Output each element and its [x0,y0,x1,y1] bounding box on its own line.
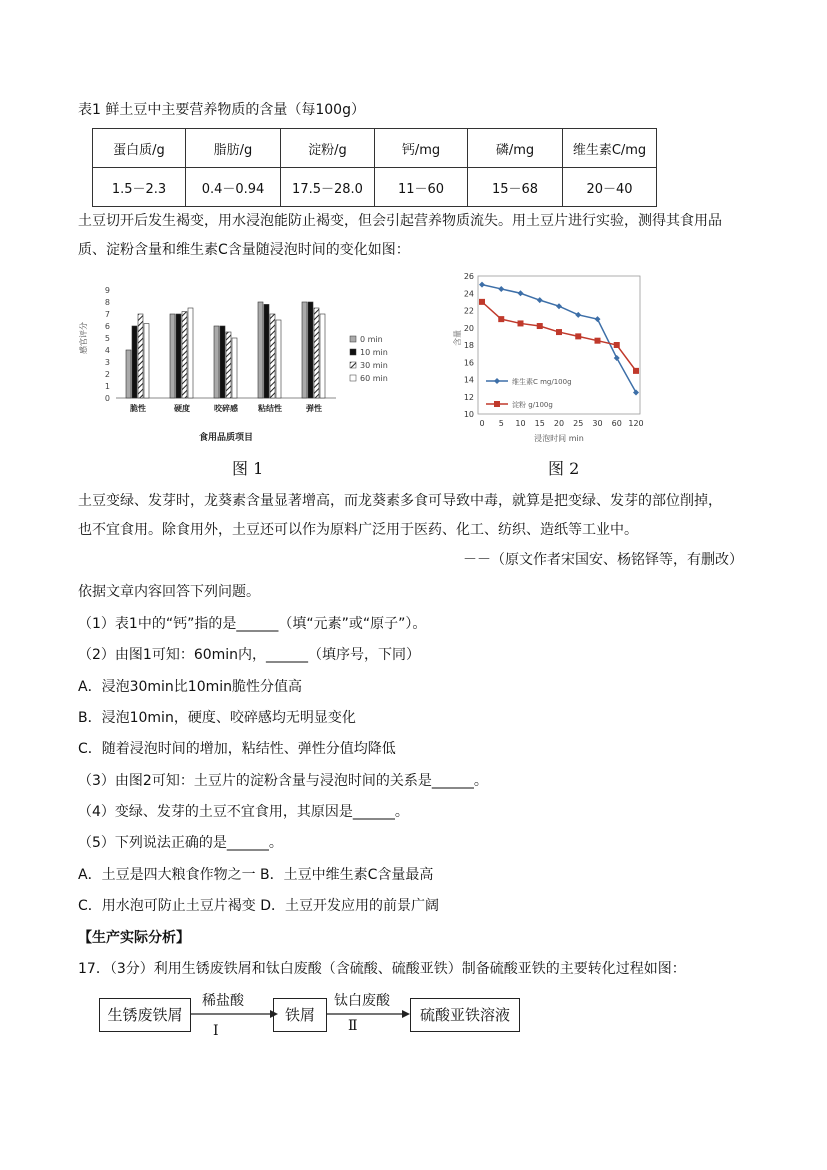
y-tick-label: 9 [104,286,110,295]
legend-label: 0 min [360,335,383,344]
y-tick-label: 2 [104,370,110,379]
data-point [518,320,524,326]
legend-label: 60 min [360,374,388,383]
bar [308,302,313,398]
source-note: －－（原文作者宋国安、杨铭铎等，有删改） [463,552,743,568]
y-axis-label: 含量 [453,330,462,346]
data-point [633,368,639,374]
y-tick-label: 20 [463,323,474,333]
question-option: C．随着浸泡时间的增加，粘结性、弹性分值均降低 [78,741,396,757]
series-line [482,285,636,393]
table-cell: 15－68 [468,168,563,207]
data-point [537,323,543,329]
figure-1-caption: 图 1 [232,459,264,478]
y-tick-label: 22 [463,306,474,316]
paragraph-line: 土豆变绿、发芽时，龙葵素含量显著增高，而龙葵素多食可导致中毒，就算是把变绿、发芽的部位削掉， [78,493,722,509]
legend-label: 30 min [360,361,388,370]
question-line: 依据文章内容回答下列问题。 [78,584,260,600]
x-tick-label: 10 [515,419,526,428]
x-tick-label: 0 [479,419,485,428]
bar [188,308,193,398]
legend-swatch [350,362,356,368]
table-header-cell: 维生素C/mg [563,129,657,168]
question-line: （1）表1中的“钙”指的是______（填“元素”或“原子”）。 [78,616,427,632]
y-tick-label: 4 [104,346,110,355]
y-tick-label: 8 [104,298,110,307]
table-cell: 17.5－28.0 [281,168,375,207]
bar [258,302,263,398]
question-17: 17．（3分）利用生锈废铁屑和钛白废酸（含硫酸、硫酸亚铁）制备硫酸亚铁的主要转化过程如图： [78,961,686,977]
bar [214,326,219,398]
y-tick-label: 10 [463,410,474,419]
data-point [537,297,543,303]
bar [170,314,175,398]
data-point [479,299,485,305]
paragraph-line: 质、淀粉含量和维生素C含量随浸泡时间的变化如图： [78,242,410,258]
flow-box-iron-scrap: 铁屑 [273,998,327,1032]
bar [302,302,307,398]
x-tick-label: 咬碎感 [214,404,238,413]
arrow1-label: 稀盐酸 [202,993,244,1009]
bar [264,304,269,398]
series-line [482,302,636,371]
bar [138,314,143,398]
x-tick-label: 20 [553,419,565,428]
y-tick-label: 3 [104,358,110,367]
data-point [575,333,581,339]
nutrition-table [92,128,657,207]
figure-2-caption: 图 2 [548,459,580,478]
x-tick-label: 粘结性 [258,404,282,413]
bar [144,324,149,398]
x-tick-label: 15 [534,419,545,428]
legend-swatch [350,375,356,381]
arrow2-label: 钛白废酸 [334,993,390,1009]
arrow-1-head [270,1010,278,1018]
legend-label: 10 min [360,348,388,357]
table-title: 表1 鲜土豆中主要营养物质的含量（每100g） [78,102,365,118]
bar [314,308,319,398]
data-point [614,355,620,361]
data-point [518,290,524,296]
y-tick-label: 7 [104,310,110,319]
arrow1-step: Ⅰ [213,1023,219,1039]
question-line: （2）由图1可知：60min内，______（填序号，下同） [78,647,421,663]
x-tick-label: 25 [573,419,584,428]
table-header-cell: 脂肪/g [186,129,281,168]
table-header-cell: 淀粉/g [281,129,375,168]
figure-1-bar-chart [78,278,408,448]
y-tick-label: 12 [463,392,474,402]
arrow-2-head [402,1010,410,1018]
data-point [575,312,581,318]
table-cell: 20－40 [563,168,657,207]
y-tick-label: 16 [463,358,474,368]
legend-marker [494,378,500,384]
x-tick-label: 60 [611,419,622,428]
x-tick-label: 30 [592,419,603,428]
bar [270,314,275,398]
legend-label: 维生素C mg/100g [512,378,572,386]
flow-box-ferrous-sulfate: 硫酸亚铁溶液 [410,998,520,1032]
y-tick-label: 1 [104,382,110,391]
bar [126,350,131,398]
table-cell: 0.4－0.94 [186,168,281,207]
bar [232,338,237,398]
y-tick-label: 18 [463,341,474,350]
paragraph-line: 土豆切开后发生褐变，用水浸泡能防止褐变，但会引起营养物质流失。用土豆片进行实验，测得其食用品 [78,213,722,229]
bar [182,312,187,398]
y-axis-label: 感官评分 [79,322,88,354]
x-tick-label: 硬度 [174,404,190,413]
y-tick-label: 14 [463,375,474,385]
data-point [479,282,485,288]
question-option: B．浸泡10min，硬度、咬碎感均无明显变化 [78,710,356,726]
arrow2-step: Ⅱ [348,1018,358,1034]
y-tick-label: 6 [104,322,110,331]
bar [226,332,231,398]
table-header-cell: 钙/mg [375,129,468,168]
legend-swatch [350,349,356,355]
data-point [595,316,601,322]
question-line: （4）变绿、发芽的土豆不宜食用，其原因是______。 [78,804,409,820]
legend-swatch [350,336,356,342]
y-tick-label: 26 [463,272,474,281]
y-tick-label: 24 [463,289,474,299]
figure-2-line-chart [448,268,648,453]
legend-label: 淀粉 g/100g [512,401,553,409]
question-line: （5）下列说法正确的是______。 [78,835,283,851]
data-point [614,342,620,348]
bar [176,314,181,398]
bar [276,320,281,398]
table-header-cell: 磷/mg [468,129,563,168]
question-option: C．用水泡可防止土豆片褐变 D．土豆开发应用的前景广阔 [78,898,440,914]
question-option: A．土豆是四大粮食作物之一 B．土豆中维生素C含量最高 [78,867,434,883]
section-heading: 【生产实际分析】 [78,930,190,946]
y-tick-label: 5 [104,334,110,343]
legend-marker [494,401,500,407]
table-cell: 11－60 [375,168,468,207]
table-header-cell: 蛋白质/g [93,129,186,168]
data-point [498,316,504,322]
x-axis-label: 浸泡时间 min [534,434,584,443]
x-axis-label: 食用品质项目 [198,433,254,443]
x-tick-label: 5 [498,419,504,428]
x-tick-label: 脆性 [130,404,146,413]
data-point [498,286,504,292]
data-point [556,303,562,309]
question-line: （3）由图2可知：土豆片的淀粉含量与浸泡时间的关系是______。 [78,773,488,789]
bar [132,326,137,398]
bar [220,326,225,398]
bar [320,314,325,398]
x-tick-label: 120 [628,419,644,428]
table-cell: 1.5－2.3 [93,168,186,207]
data-point [556,329,562,335]
x-tick-label: 弹性 [306,404,322,413]
flow-arrows [190,1004,415,1024]
paragraph-line: 也不宜食用。除食用外，土豆还可以作为原料广泛用于医药、化工、纺织、造纸等工业中。 [78,522,638,538]
y-tick-label: 0 [104,394,110,403]
data-point [633,389,639,395]
question-option: A．浸泡30min比10min脆性分值高 [78,679,303,695]
data-point [595,338,601,344]
flow-box-rusty-scrap: 生锈废铁屑 [99,998,191,1032]
